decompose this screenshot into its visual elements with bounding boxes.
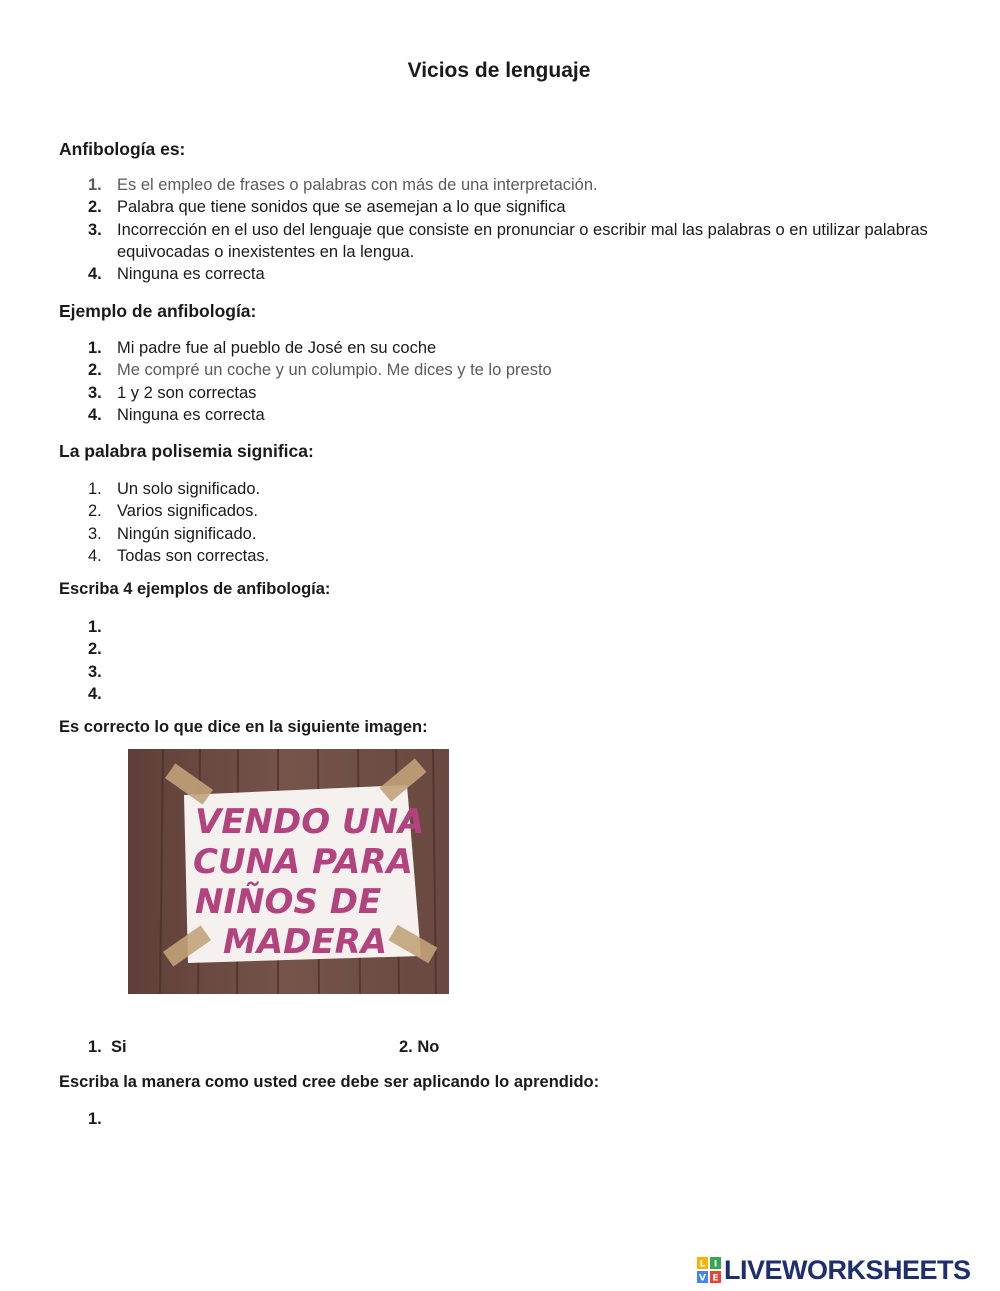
answer-blank[interactable]: 1. <box>88 1110 102 1128</box>
option[interactable]: 2. Palabra que tiene sonidos que se asemejan a lo que significa <box>88 198 566 217</box>
answer-blank[interactable]: 4. <box>88 684 102 703</box>
question-heading-5: Es correcto lo que dice en la siguiente imagen: <box>59 718 428 736</box>
liveworksheets-icon <box>697 1257 721 1283</box>
svg-text:I: I <box>713 1259 718 1270</box>
options-list-2 <box>88 337 937 426</box>
question-heading-6: Escriba la manera como usted cree debe ser aplicando lo aprendido: <box>59 1073 600 1091</box>
answer-option-si[interactable]: 1. Si <box>88 1038 127 1056</box>
answer-blank[interactable]: 3. <box>88 662 102 681</box>
sign-line-1: VENDO UNA <box>195 802 425 842</box>
answer-option-no[interactable]: 2. No <box>399 1038 440 1056</box>
options-list-1 <box>88 174 937 285</box>
question-heading-3: La palabra polisemia significa: <box>59 441 314 461</box>
option[interactable]: 2. Varios significados. <box>88 502 258 521</box>
option[interactable]: 4. Ninguna es correcta <box>88 265 265 284</box>
answer-blank[interactable]: 2. <box>88 640 102 659</box>
question-heading-1: Anfibología es: <box>59 139 186 159</box>
option[interactable]: 1. Es el empleo de frases o palabras con más de una interpretación. <box>88 176 598 194</box>
question-heading-4: Escriba 4 ejemplos de anfibología: <box>59 580 331 598</box>
question-heading-2: Ejemplo de anfibología: <box>59 301 257 321</box>
svg-text:V: V <box>699 1273 706 1283</box>
option[interactable]: 3. 1 y 2 son correctas <box>88 383 257 402</box>
sign-line-2: CUNA PARA <box>193 842 413 882</box>
liveworksheets-logo <box>697 1255 971 1285</box>
option[interactable]: 4. Todas son correctas. <box>88 546 270 565</box>
svg-text:L: L <box>699 1259 706 1270</box>
sign-line-4: MADERA <box>223 922 388 962</box>
sign-line-3: NIÑOS DE <box>195 882 382 922</box>
liveworksheets-text: LIVEWORKSHEETS <box>724 1255 971 1285</box>
option[interactable]: 3. Incorrección en el uso del lenguaje que consiste en pronunciar o escribir mal las palabras o en utilizar palabras equivocadas o inexistentes en la lengua. <box>88 220 928 261</box>
answer-blanks-list <box>88 616 937 705</box>
answer-blanks-list-2 <box>88 1108 937 1130</box>
sign-photo <box>128 749 449 994</box>
option[interactable]: 1. Mi padre fue al pueblo de José en su coche <box>88 339 437 357</box>
option[interactable]: 1. Un solo significado. <box>88 480 261 498</box>
worksheet-title: Vicios de lenguaje <box>407 59 591 82</box>
option[interactable]: 2. Me compré un coche y un columpio. Me dices y te lo presto <box>88 361 552 380</box>
option[interactable]: 4. Ninguna es correcta <box>88 405 265 424</box>
svg-text:E: E <box>712 1273 719 1283</box>
option[interactable]: 3. Ningún significado. <box>88 524 257 543</box>
answer-blank[interactable]: 1. <box>88 618 102 636</box>
options-list-3 <box>88 478 937 567</box>
